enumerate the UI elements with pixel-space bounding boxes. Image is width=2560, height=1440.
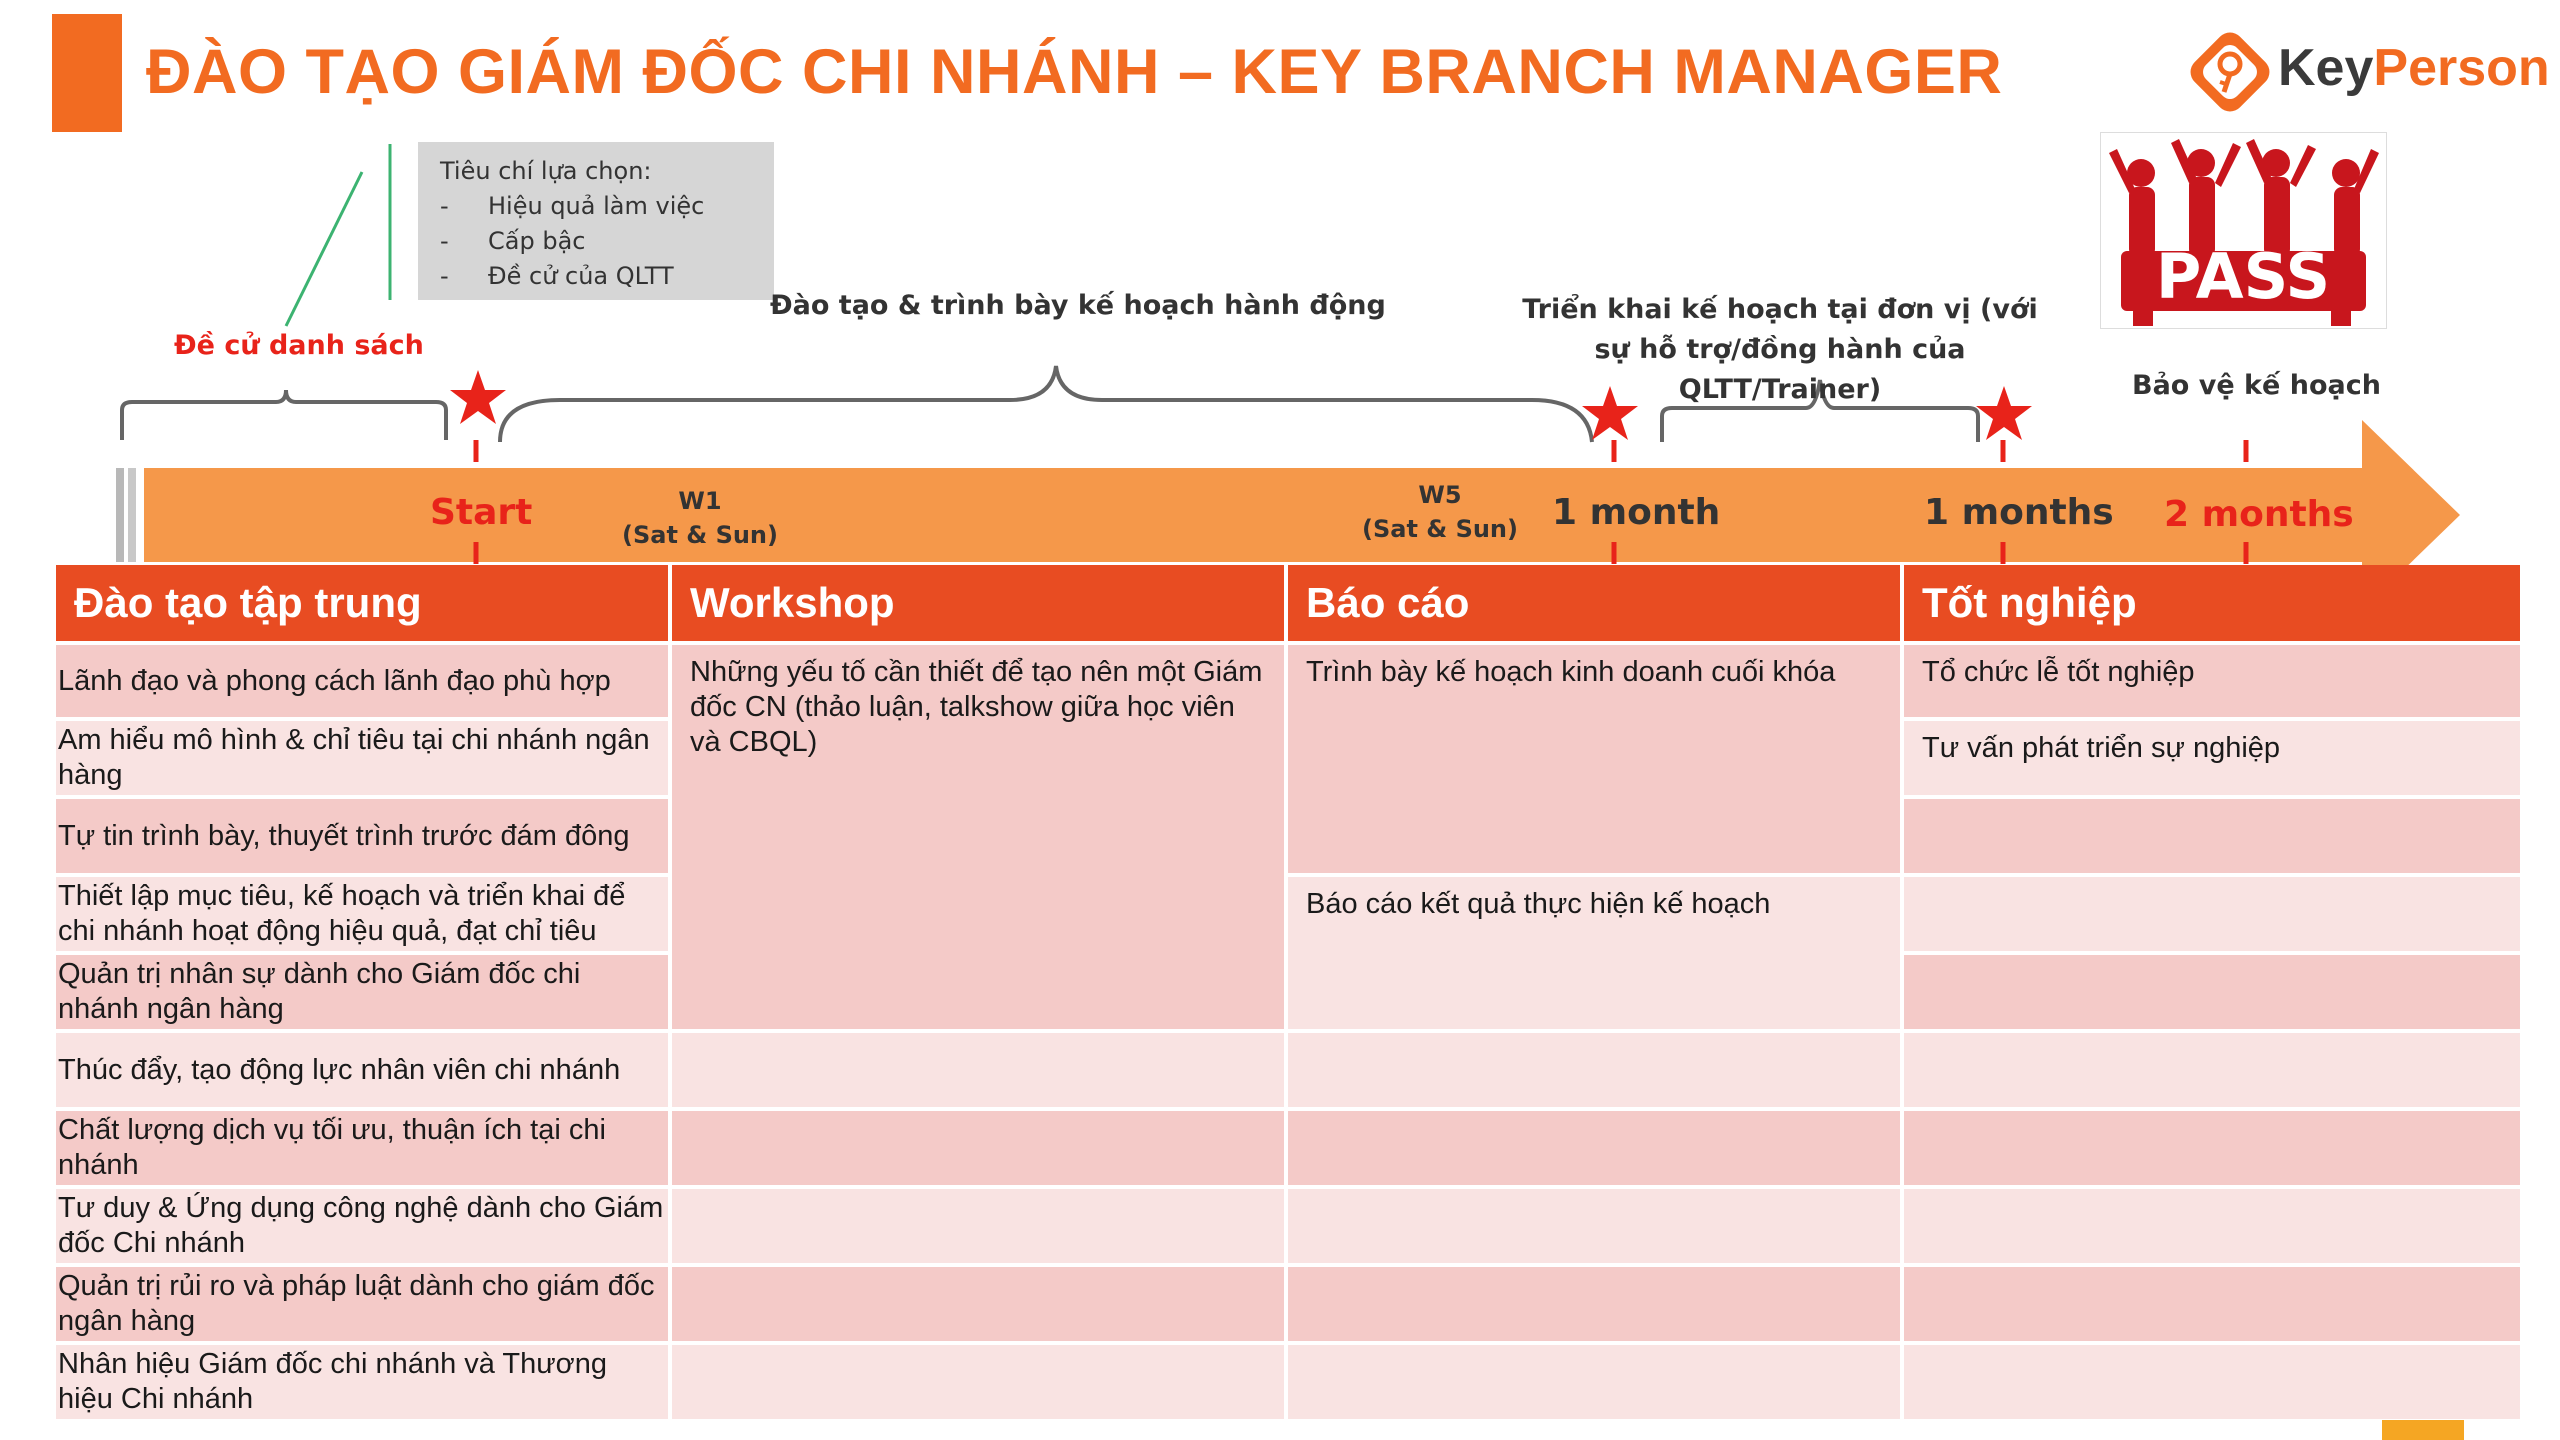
- criteria-item-label: Đề cử của QLTT: [488, 262, 674, 290]
- empty-cell: [1288, 1263, 1904, 1341]
- arrow-tail-stripe: [116, 468, 124, 562]
- arrow-tail-stripe: [128, 468, 136, 562]
- empty-cell: [672, 1185, 1288, 1263]
- table-row: [56, 1107, 2520, 1185]
- criteria-item: - Cấp bậc: [440, 224, 752, 259]
- one-months-label: 1 months: [1924, 492, 2114, 533]
- brace-training: [500, 366, 1592, 442]
- logo-text-key: Key: [2278, 39, 2374, 97]
- empty-cell: [672, 1263, 1288, 1341]
- program-table: [56, 565, 2520, 1419]
- key-logo-icon: [2180, 22, 2280, 122]
- empty-cell: [1288, 1029, 1904, 1107]
- page-corner-accent: [2382, 1420, 2464, 1440]
- table-row: [56, 1185, 2520, 1263]
- brace-nominate: [122, 390, 446, 440]
- empty-cell: [1904, 1341, 2520, 1419]
- nominate-label: Đề cử danh sách: [174, 330, 424, 361]
- table-header-row: [56, 565, 2520, 641]
- criteria-item: - Hiệu quả làm việc: [440, 189, 752, 224]
- w5-label: [1360, 478, 1520, 546]
- connector-line: [286, 172, 362, 326]
- graduation-cell: Tổ chức lễ tốt nghiệp: [1904, 641, 2520, 717]
- criteria-item-label: Hiệu quả làm việc: [488, 192, 705, 220]
- training-topic: Tư duy & Ứng dụng công nghệ dành cho Giám đốc Chi nhánh: [56, 1185, 672, 1263]
- criteria-item: - Đề cử của QLTT: [440, 259, 752, 294]
- empty-cell: [1904, 951, 2520, 1029]
- deploy-label: Triển khai kế hoạch tại đơn vị (với sự hỗ trợ/đồng hành của QLTT/Trainer): [1522, 294, 2038, 405]
- empty-cell: [1904, 873, 2520, 951]
- empty-cell: [1288, 1341, 1904, 1419]
- w1-title: W1: [678, 487, 722, 515]
- empty-cell: [1904, 1107, 2520, 1185]
- empty-cell: [1904, 795, 2520, 873]
- w5-sub: (Sat & Sun): [1362, 515, 1518, 543]
- star-icon: [450, 370, 506, 424]
- logo-text: [2278, 38, 2550, 98]
- one-month-label: 1 month: [1552, 492, 1721, 533]
- table-row: [56, 1263, 2520, 1341]
- table-row: [56, 1029, 2520, 1107]
- header-graduation: Tốt nghiệp: [1904, 565, 2520, 641]
- criteria-title: Tiêu chí lựa chọn:: [440, 157, 652, 185]
- empty-cell: [672, 1029, 1288, 1107]
- defend-label: Bảo vệ kế hoạch: [2132, 370, 2381, 401]
- training-topic: Tự tin trình bày, thuyết trình trước đám đông: [56, 795, 672, 873]
- header-centralized-training: Đào tạo tập trung: [56, 565, 672, 641]
- header-workshop: Workshop: [672, 565, 1288, 641]
- training-topic: Nhân hiệu Giám đốc chi nhánh và Thương hiệu Chi nhánh: [56, 1341, 672, 1419]
- empty-cell: [1288, 1107, 1904, 1185]
- empty-cell: [1904, 1029, 2520, 1107]
- title-accent-bar: [52, 14, 122, 132]
- start-label: Start: [430, 492, 533, 533]
- empty-cell: [1904, 1263, 2520, 1341]
- training-topic: Quản trị nhân sự dành cho Giám đốc chi nhánh ngân hàng: [56, 951, 672, 1029]
- logo-text-person: Person: [2373, 39, 2550, 97]
- page-title: ĐÀO TẠO GIÁM ĐỐC CHI NHÁNH – KEY BRANCH MANAGER: [146, 37, 2003, 107]
- report-cell: Báo cáo kết quả thực hiện kế hoạch: [1288, 873, 1904, 1029]
- table-row: [56, 873, 2520, 951]
- empty-cell: [672, 1341, 1288, 1419]
- training-topic: Chất lượng dịch vụ tối ưu, thuận ích tại chi nhánh: [56, 1107, 672, 1185]
- training-topic: Am hiểu mô hình & chỉ tiêu tại chi nhánh ngân hàng: [56, 717, 672, 795]
- header-report: Báo cáo: [1288, 565, 1904, 641]
- training-label: Đào tạo & trình bày kế hoạch hành động: [770, 290, 1386, 321]
- training-topic: Lãnh đạo và phong cách lãnh đạo phù hợp: [56, 641, 672, 717]
- training-topic: Quản trị rủi ro và pháp luật dành cho giám đốc ngân hàng: [56, 1263, 672, 1341]
- table-row: [56, 1341, 2520, 1419]
- report-cell: Trình bày kế hoạch kinh doanh cuối khóa: [1288, 641, 1904, 873]
- w5-title: W5: [1418, 481, 1462, 509]
- w1-label: [620, 484, 780, 552]
- two-months-label: 2 months: [2164, 494, 2354, 535]
- empty-cell: [1288, 1185, 1904, 1263]
- empty-cell: [672, 1107, 1288, 1185]
- graduation-cell: Tư vấn phát triển sự nghiệp: [1904, 717, 2520, 795]
- empty-cell: [1904, 1185, 2520, 1263]
- table-row: [56, 641, 2520, 717]
- workshop-cell: Những yếu tố cần thiết để tạo nên một Giám đốc CN (thảo luận, talkshow giữa học viên và CBQL): [672, 641, 1288, 1029]
- criteria-item-label: Cấp bậc: [488, 227, 586, 255]
- pass-text: PASS: [2155, 240, 2331, 313]
- training-topic: Thúc đẩy, tạo động lực nhân viên chi nhánh: [56, 1029, 672, 1107]
- w1-sub: (Sat & Sun): [622, 521, 778, 549]
- training-topic: Thiết lập mục tiêu, kế hoạch và triển khai để chi nhánh hoạt động hiệu quả, đạt chỉ tiêu: [56, 873, 672, 951]
